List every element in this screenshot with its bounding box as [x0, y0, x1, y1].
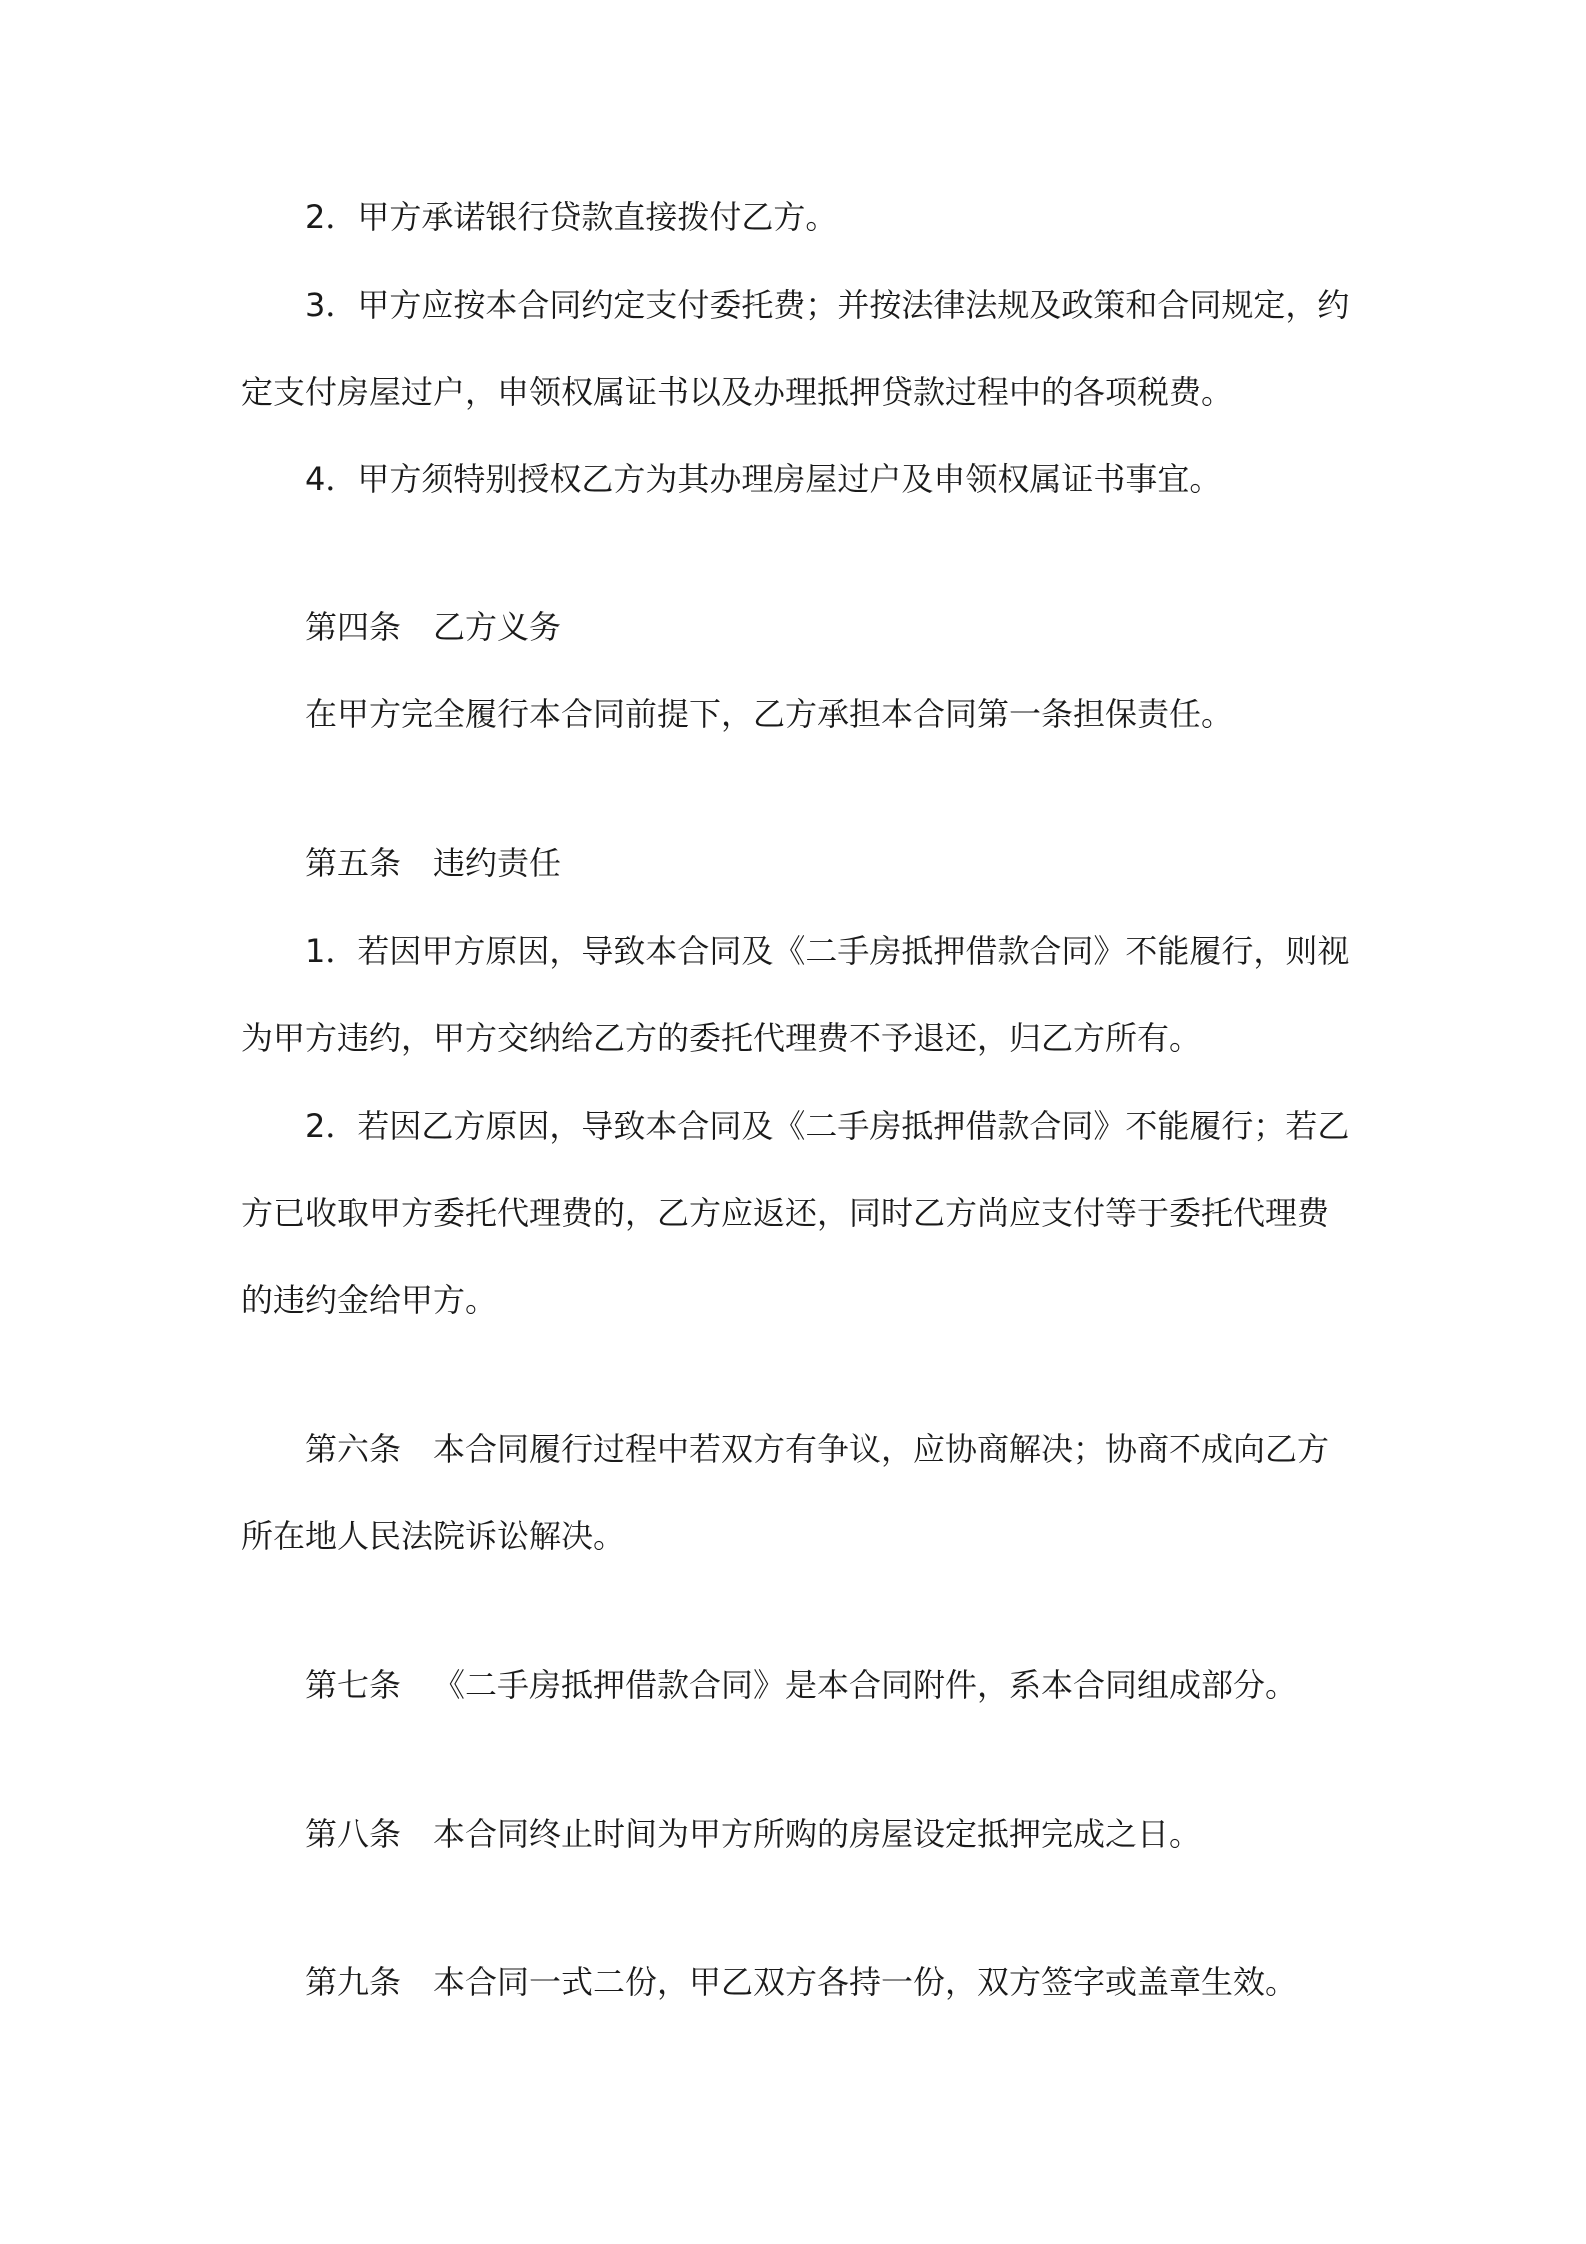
clause-3-item-2: 2．甲方承诺银行贷款直接拨付乙方。 [305, 198, 838, 236]
article-6-line-1 [305, 1428, 1329, 1470]
article-8-number: 第八条 [305, 1815, 402, 1853]
article-5-item-1-line-1: 1．若因甲方原因，导致本合同及《二手房抵押借款合同》不能履行，则视 [305, 932, 1350, 970]
article-4-body: 在甲方完全履行本合同前提下，乙方承担本合同第一条担保责任。 [305, 695, 1234, 733]
article-6-text: 本合同履行过程中若双方有争议，应协商解决；协商不成向乙方 [433, 1430, 1330, 1468]
article-9-text: 本合同一式二份，甲乙双方各持一份，双方签字或盖章生效。 [433, 1963, 1298, 2001]
article-9 [305, 1961, 1297, 2003]
article-5-item-1-line-2: 为甲方违约，甲方交纳给乙方的委托代理费不予退还，归乙方所有。 [241, 1019, 1202, 1057]
article-5-heading [305, 842, 561, 884]
article-9-number: 第九条 [305, 1963, 402, 2001]
article-7-number: 第七条 [305, 1666, 402, 1704]
article-6-number: 第六条 [305, 1430, 402, 1468]
article-5-title: 违约责任 [433, 844, 562, 882]
clause-3-item-3-line-2: 定支付房屋过户，申领权属证书以及办理抵押贷款过程中的各项税费。 [241, 373, 1234, 411]
article-5-item-2-line-1: 2．若因乙方原因，导致本合同及《二手房抵押借款合同》不能履行；若乙 [305, 1107, 1350, 1145]
article-4-title: 乙方义务 [433, 608, 562, 646]
article-5-item-2-line-3: 的违约金给甲方。 [241, 1281, 498, 1319]
article-8-text: 本合同终止时间为甲方所购的房屋设定抵押完成之日。 [433, 1815, 1202, 1853]
article-8 [305, 1813, 1201, 1855]
article-5-item-2-line-2: 方已收取甲方委托代理费的，乙方应返还，同时乙方尚应支付等于委托代理费 [241, 1194, 1330, 1232]
clause-3-item-4: 4．甲方须特别授权乙方为其办理房屋过户及申领权属证书事宜。 [305, 460, 1222, 498]
clause-3-item-3-line-1: 3．甲方应按本合同约定支付委托费；并按法律法规及政策和合同规定，约 [305, 286, 1350, 324]
article-5-number: 第五条 [305, 844, 402, 882]
article-4-heading [305, 606, 561, 648]
article-4-number: 第四条 [305, 608, 402, 646]
article-7 [305, 1664, 1297, 1706]
article-7-text: 《二手房抵押借款合同》是本合同附件，系本合同组成部分。 [433, 1666, 1298, 1704]
article-6-line-2: 所在地人民法院诉讼解决。 [241, 1517, 626, 1555]
